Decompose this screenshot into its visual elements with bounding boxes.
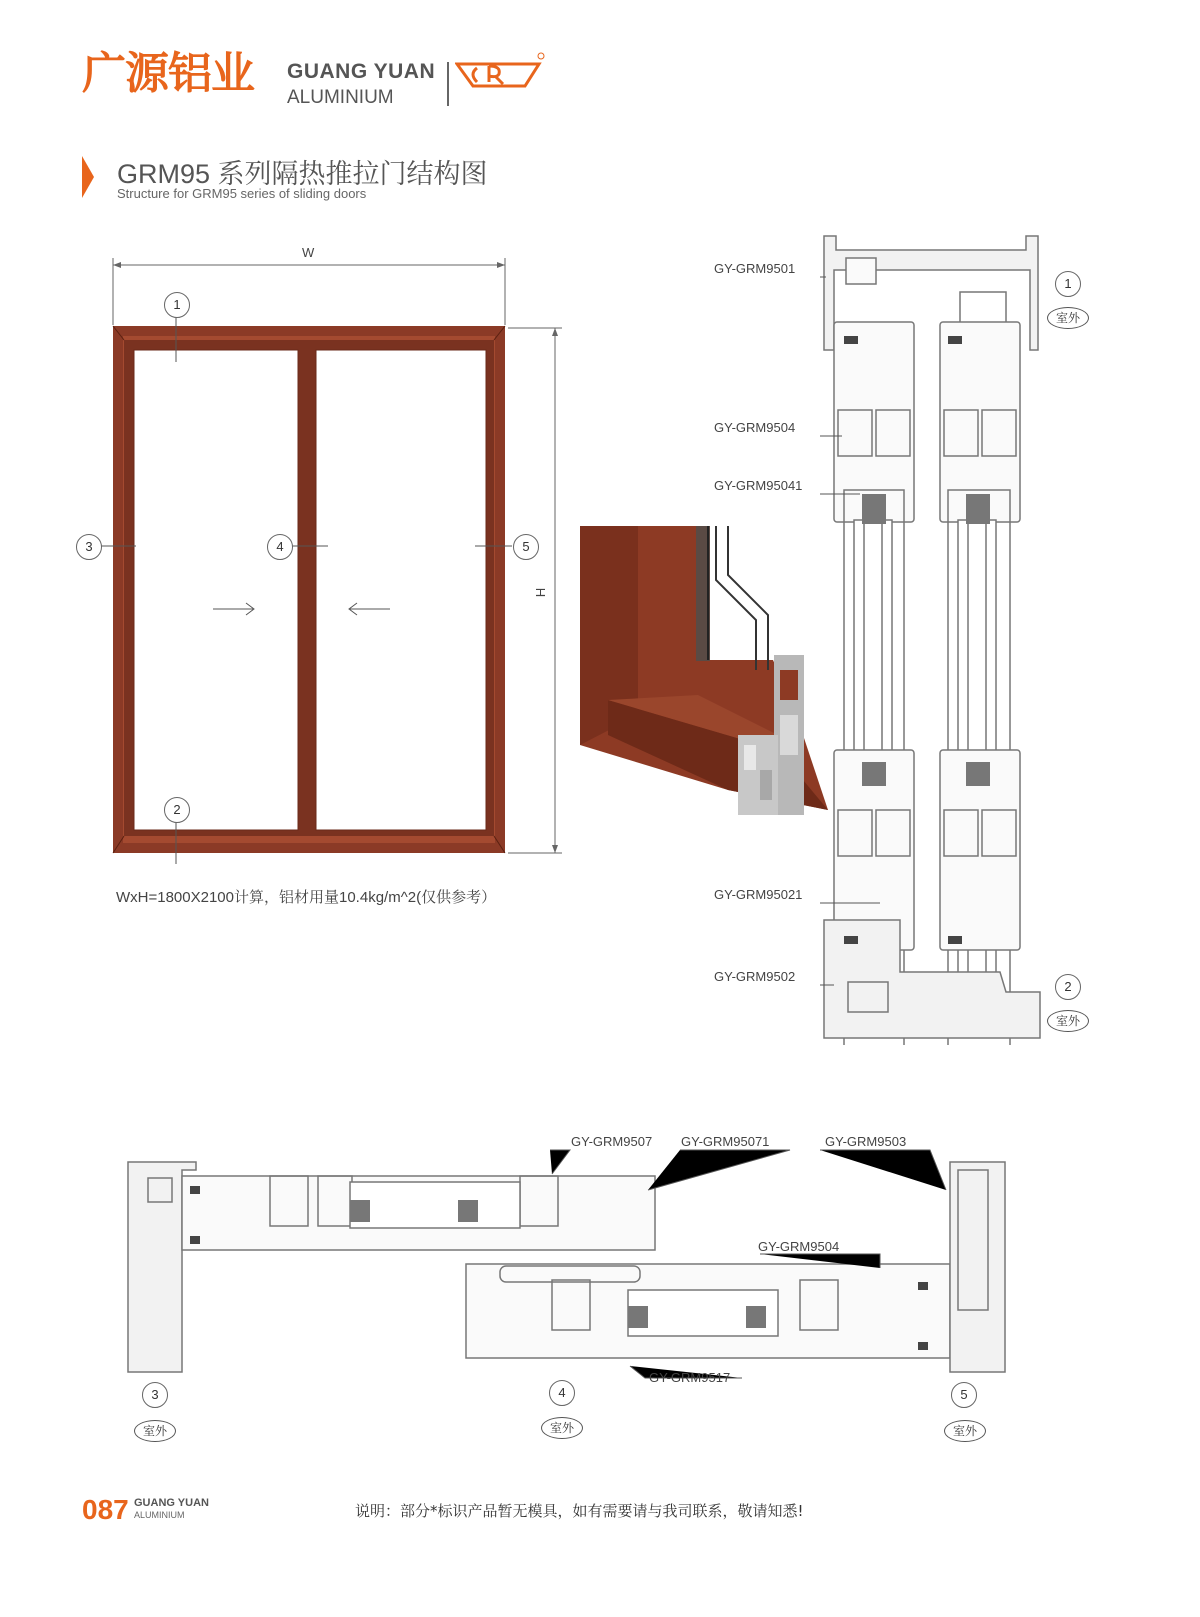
outdoor-label-4: 室外	[541, 1417, 583, 1439]
title-marker-icon	[80, 154, 96, 200]
vertical-marker-bottom: 2	[1055, 974, 1081, 1000]
footer-note: 说明：部分*标识产品暂无模具，如有需要请与我司联系，敬请知悉!	[355, 1502, 804, 1520]
callout-grm9507: GY-GRM9507	[571, 1134, 653, 1149]
page-subtitle: Structure for GRM95 series of sliding doors	[117, 186, 367, 201]
page-title: GRM95 系列隔热推拉门结构图	[117, 159, 488, 189]
callout-grm9504-h: GY-GRM9504	[758, 1239, 840, 1254]
marker-3: 3	[76, 534, 102, 560]
marker-4: 4	[267, 534, 293, 560]
vertical-section-drawing	[820, 230, 1060, 1045]
marker-2: 2	[164, 797, 190, 823]
height-label: H	[533, 587, 549, 598]
profile-3d-render	[578, 520, 840, 820]
outdoor-label-3: 室外	[134, 1420, 176, 1442]
callout-grm95041: GY-GRM95041	[714, 478, 803, 493]
material-usage-caption: WxH=1800X2100计算，铝材用量10.4kg/m^2(仅供参考）	[116, 889, 497, 906]
callout-grm9501: GY-GRM9501	[714, 261, 796, 276]
guangyuan-logo-icon	[455, 52, 547, 98]
footer-brand-sub: ALUMINIUM	[134, 1510, 185, 1520]
horizontal-marker-4: 4	[549, 1380, 575, 1406]
outdoor-label-bottom: 室外	[1047, 1010, 1089, 1032]
callout-grm9502: GY-GRM9502	[714, 969, 796, 984]
horizontal-section-drawing	[120, 1130, 1020, 1380]
brand-name-cn: 广源铝业	[82, 48, 254, 99]
horizontal-marker-3: 3	[142, 1382, 168, 1408]
callout-grm9517: GY-GRM9517	[649, 1370, 731, 1385]
marker-1: 1	[164, 292, 190, 318]
door-elevation-drawing	[60, 240, 580, 870]
marker-5: 5	[513, 534, 539, 560]
outdoor-label-top: 室外	[1047, 307, 1089, 329]
callout-grm9503: GY-GRM9503	[825, 1134, 907, 1149]
brand-separator	[447, 62, 449, 106]
brand-subtitle-en: ALUMINIUM	[287, 87, 394, 108]
footer-brand: GUANG YUAN	[134, 1497, 209, 1509]
vertical-marker-top: 1	[1055, 271, 1081, 297]
callout-grm95071: GY-GRM95071	[681, 1134, 770, 1149]
width-label: W	[302, 245, 315, 260]
horizontal-marker-5: 5	[951, 1382, 977, 1408]
brand-name-en: GUANG YUAN	[287, 60, 436, 83]
outdoor-label-5: 室外	[944, 1420, 986, 1442]
callout-grm95021: GY-GRM95021	[714, 887, 803, 902]
callout-grm9504: GY-GRM9504	[714, 420, 796, 435]
page-number: 087	[82, 1494, 129, 1525]
